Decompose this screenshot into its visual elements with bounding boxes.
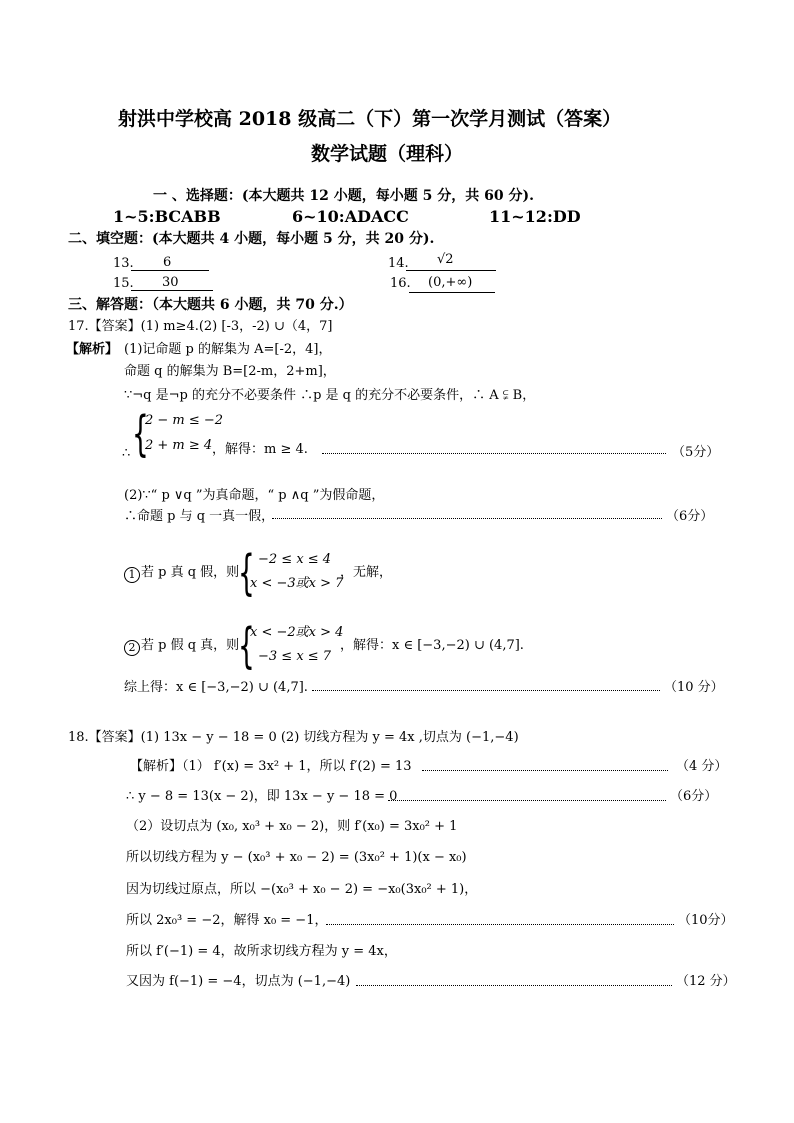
q14-answer: √2 — [437, 252, 454, 267]
q17-score-1: （5分） — [672, 445, 720, 460]
q13-blank — [131, 270, 209, 271]
q17-therefore: ∴ — [122, 446, 131, 461]
q18-line-6: 所以 2x₀³ = −2，解得 x₀ = −1， — [126, 913, 328, 928]
q17-case2-line2: −3 ≤ x ≤ 7 — [258, 649, 332, 664]
q15-blank — [131, 290, 213, 291]
q17-line-6: ∴命题 p 与 q 一真一假， — [124, 509, 275, 524]
q17-line-5: (2)∵“ p ∨q ”为真命题，“ p ∧q ”为假命题， — [124, 488, 385, 503]
q18-line-2: ∴ y − 8 = 13(x − 2)，即 13x − y − 18 = 0 — [126, 789, 398, 804]
q18-leader-4 — [356, 985, 672, 986]
q15-answer: 30 — [162, 275, 179, 290]
q17-line-3: ∵¬q 是¬p 的充分不必要条件 ∴p 是 q 的充分不必要条件，∴ A ⫋ B， — [124, 388, 536, 403]
q16-blank — [409, 292, 495, 293]
q13-number: 13. — [113, 256, 134, 271]
q14-blank — [406, 270, 496, 271]
q18-score-1: （4 分） — [676, 759, 728, 774]
q18-answer-line: 18.【答案】(1) 13x − y − 18 = 0 (2) 切线方程为 y = 4x ,切点为 (−1,−4) — [68, 730, 519, 745]
q17-system1-line2: 2 + m ≥ 4 — [145, 438, 213, 453]
q18-leader-1 — [422, 770, 668, 771]
section1-heading: 一 、选择题：(本大题共 12 小题，每小题 5 分，共 60 分). — [153, 188, 534, 204]
q17-score-2: （6分） — [666, 509, 714, 524]
q16-number: 16. — [390, 276, 411, 291]
section2-heading: 二、填空题：(本大题共 4 小题，每小题 5 分，共 20 分). — [68, 231, 435, 247]
q18-line-7: 所以 f′(−1) = 4，故所求切线方程为 y = 4x， — [126, 944, 397, 959]
circled-number-1: 1 — [124, 567, 140, 583]
q17-leader-1 — [322, 453, 666, 454]
q17-analysis-label: 【解析】 — [66, 342, 119, 357]
q17-case-1 — [124, 566, 239, 583]
mc-answers-1-5: 1~5:BCABB — [113, 207, 221, 226]
mc-answers-6-10: 6~10:ADACC — [292, 207, 409, 226]
q18-score-2: （6分） — [670, 789, 718, 804]
q18-line-3: （2）设切点为 (x₀, x₀³ + x₀ − 2)，则 f′(x₀) = 3x₀² + 1 — [126, 819, 458, 834]
q13-answer: 6 — [163, 255, 172, 270]
section3-heading: 三、解答题：（本大题共 6 小题，共 70 分.） — [68, 297, 353, 313]
q17-summary: 综上得：x ∈ [−3,−2) ∪ (4,7]. — [124, 680, 308, 695]
q17-case-2 — [124, 639, 239, 656]
q18-score-3: （10分） — [678, 913, 734, 928]
q17-case1-result: ，无解， — [340, 565, 393, 580]
q17-line-2: 命题 q 的解集为 B=[2-m，2+m]， — [124, 364, 336, 379]
q18-line-8: 又因为 f(−1) = −4，切点为 (−1,−4) — [126, 974, 351, 989]
q17-score-3: （10 分） — [664, 680, 724, 695]
q17-leader-2 — [272, 518, 662, 519]
q15-number: 15. — [113, 276, 134, 291]
q17-case1-line2: x < −3或x > 7 — [250, 576, 344, 591]
q17-case2-label: 若 p 假 q 真，则 — [141, 638, 240, 653]
q17-solve-1: ，解得：m ≥ 4. — [212, 442, 308, 457]
q17-brace-1: { — [132, 406, 149, 462]
q18-line-5: 因为切线过原点，所以 −(x₀³ + x₀ − 2) = −x₀(3x₀² + 1)， — [126, 882, 478, 897]
circled-number-2: 2 — [124, 640, 140, 656]
q18-line-4: 所以切线方程为 y − (x₀³ + x₀ − 2) = (3x₀² + 1)(x − x₀) — [126, 850, 467, 865]
q17-brace-2: { — [238, 545, 255, 601]
q18-score-4: （12 分） — [676, 974, 736, 989]
q14-number: 14. — [388, 256, 409, 271]
q16-answer: (0,+∞) — [428, 275, 473, 290]
page-subtitle: 数学试题（理科） — [311, 143, 464, 165]
q17-line-1: (1)记命题 p 的解集为 A=[-2，4]， — [124, 342, 332, 357]
q17-case1-line1: −2 ≤ x ≤ 4 — [258, 552, 332, 567]
q17-case2-line1: x < −2或x > 4 — [250, 625, 344, 640]
q17-leader-3 — [312, 690, 660, 691]
q17-case1-label: 若 p 真 q 假，则 — [141, 565, 240, 580]
q18-leader-2 — [388, 800, 666, 801]
q17-brace-3: { — [238, 618, 255, 674]
q17-answer-line: 17.【答案】(1) m≥4.(2) [-3，-2) ∪（4，7] — [68, 319, 333, 334]
q18-line-1: 【解析】（1） f′(x) = 3x² + 1，所以 f′(2) = 13 — [130, 759, 412, 774]
q17-case2-result: ，解得：x ∈ [−3,−2) ∪ (4,7]. — [340, 638, 524, 653]
page-title: 射洪中学校高 2018 级高二（下）第一次学月测试（答案） — [118, 108, 622, 130]
q18-leader-3 — [326, 924, 674, 925]
q17-system1-line1: 2 − m ≤ −2 — [145, 413, 224, 428]
mc-answers-11-12: 11~12:DD — [489, 207, 581, 226]
